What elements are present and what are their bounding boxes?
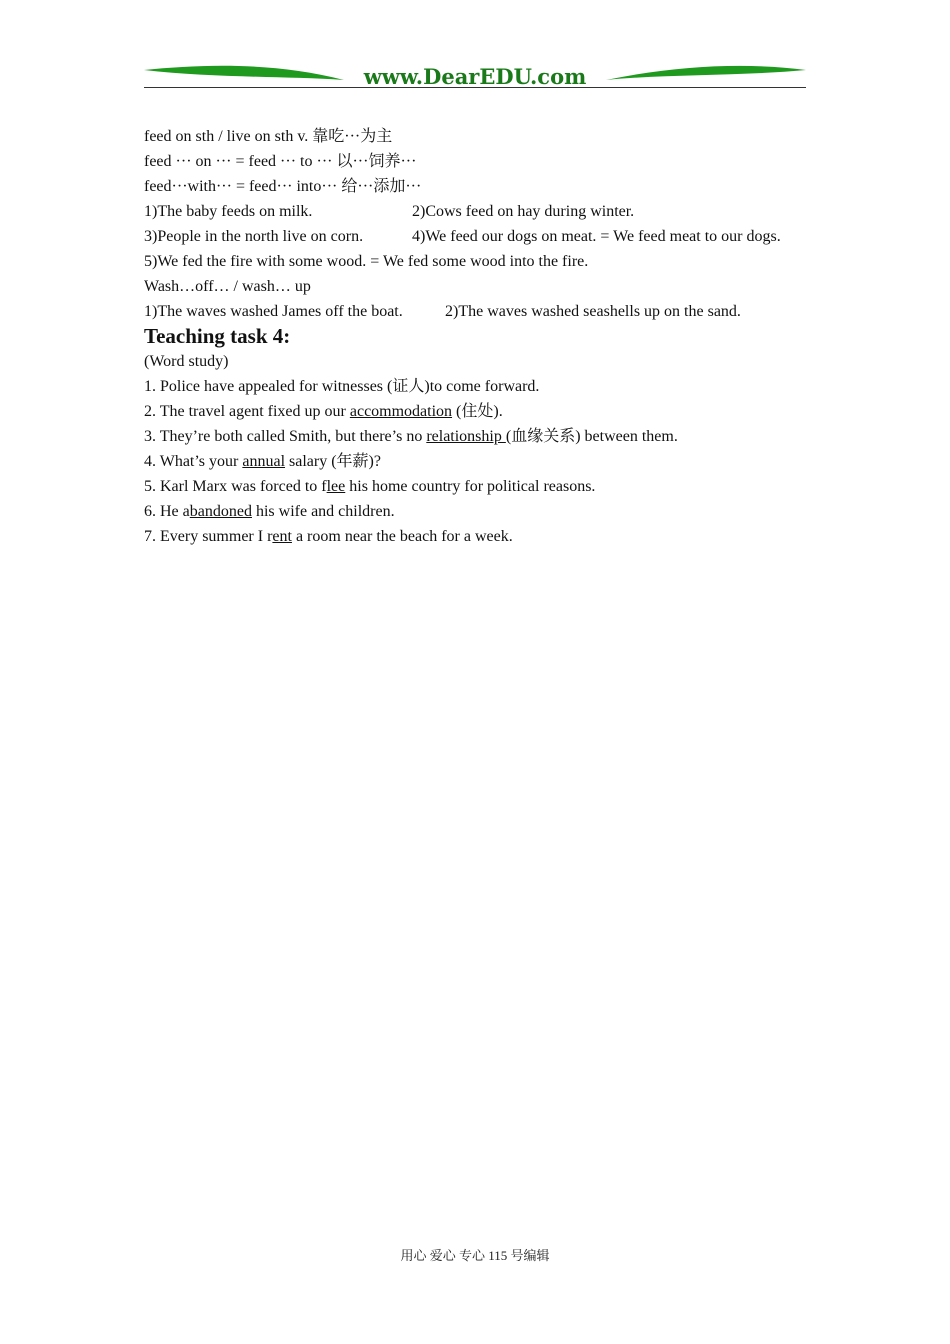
wash-example-2: 2)The waves washed seashells up on the sand. [445, 303, 741, 320]
phrase-wash: Wash…off… / wash… up [144, 278, 311, 295]
example-4: 4)We feed our dogs on meat. = We feed meat to our dogs. [412, 228, 781, 245]
sentence-7: 7. Every summer I rent a room near the beach for a week. [144, 528, 513, 545]
document-body [144, 124, 824, 549]
wash-example-1: 1)The waves washed James off the boat. [144, 303, 403, 320]
example-row-1 [144, 199, 824, 224]
task-heading: Teaching task 4: [144, 324, 291, 348]
wash-example-row [144, 299, 824, 324]
underlined-word: lee [326, 478, 346, 495]
example-3: 3)People in the north live on corn. [144, 228, 364, 245]
example-1: 1)The baby feeds on milk. [144, 203, 313, 220]
underlined-word: accommodation [349, 403, 453, 420]
sentence-6: 6. He abandoned his wife and children. [144, 503, 395, 520]
sentence-2: 2. The travel agent fixed up our accommodation (住处). [144, 403, 503, 420]
underlined-word: bandoned [189, 503, 252, 520]
underlined-word: annual [242, 453, 286, 470]
sentence-5: 5. Karl Marx was forced to flee his home country for political reasons. [144, 478, 596, 495]
sentence-4: 4. What’s your annual salary (年薪)? [144, 453, 381, 470]
page-footer: 用心 爱心 专心 115 号编辑 [400, 1248, 550, 1263]
sentence-3: 3. They’re both called Smith, but there’s no relationship (血缘关系) between them. [144, 428, 678, 445]
example-2: 2)Cows feed on hay during winter. [412, 203, 635, 220]
logo-text: www.DearEDU.com [363, 64, 587, 89]
sentence-1: 1. Police have appealed for witnesses (证人)to come forward. [144, 378, 540, 395]
right-swoosh [606, 66, 806, 80]
underlined-word: ent [272, 528, 292, 545]
task-subheading: (Word study) [144, 353, 229, 370]
left-swoosh [144, 66, 344, 80]
phrase-feed-to: feed ··· on ··· = feed ··· to ··· 以···饲养··· [144, 153, 417, 170]
header-rule [144, 87, 806, 88]
example-5: 5)We fed the fire with some wood. = We fed some wood into the fire. [144, 253, 589, 270]
phrase-feed-with: feed···with··· = feed··· into··· 给···添加··· [144, 178, 422, 195]
underlined-word: relationship [426, 428, 506, 445]
example-row-2 [144, 224, 824, 249]
phrase-feed-on: feed on sth / live on sth v. 靠吃···为主 [144, 128, 393, 145]
